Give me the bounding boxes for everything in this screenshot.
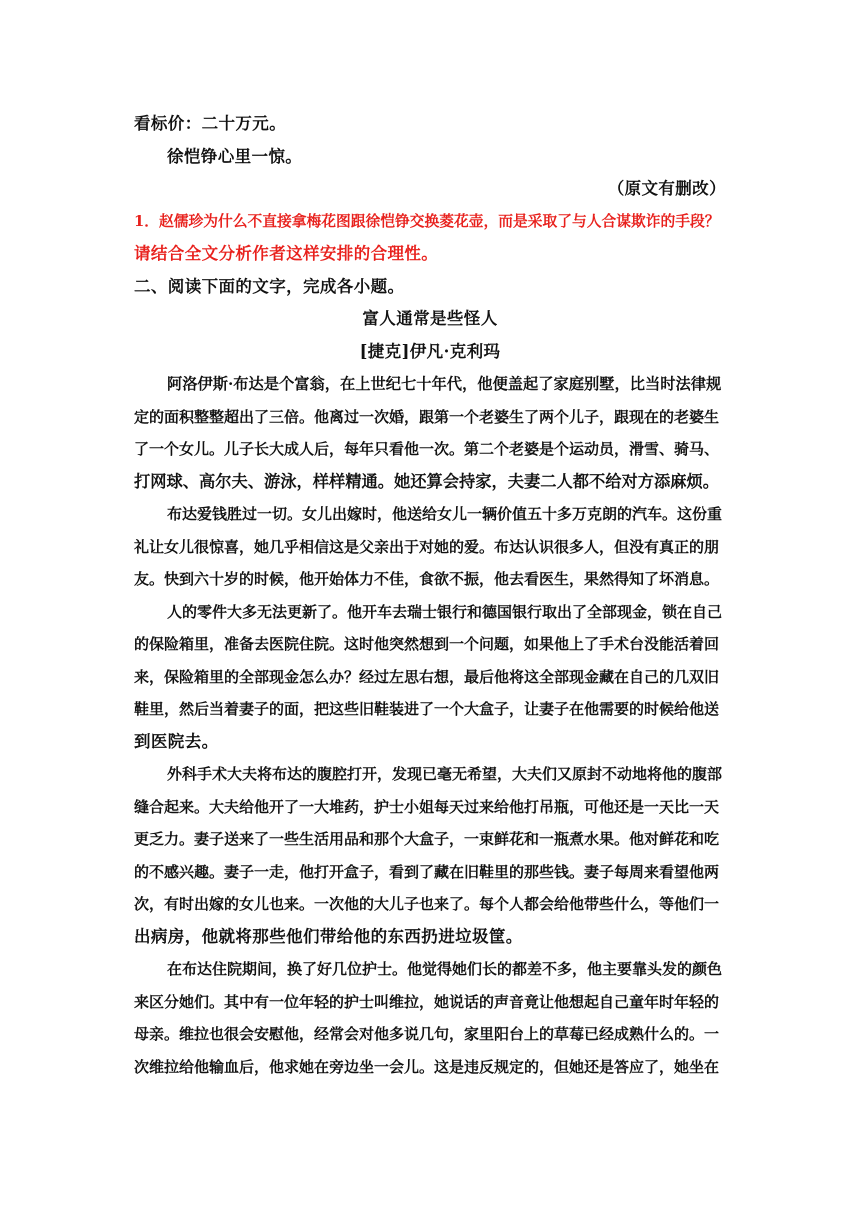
paragraph-5 xyxy=(134,953,726,1083)
paragraph-line: 定的面积整整超出了三倍。他离过一次婚，跟第一个老婆生了两个儿子，跟现在的老婆生 xyxy=(134,407,720,426)
paragraph-line: 缝合起来。大夫给他开了一大堆药，护士小姐每天过来给他打吊瓶，可他还是一天比一天 xyxy=(134,797,720,816)
paragraph-line: 友。快到六十岁的时候，他开始体力不佳，食欲不振，他去看医生，果然得知了坏消息。 xyxy=(134,570,720,588)
xu-line: 徐恺铮心里一惊。 xyxy=(167,146,303,166)
paragraph-line: 阿洛伊斯·布达是个富翁，在上世纪七十年代，他便盖起了家庭别墅，比当时法律规 xyxy=(167,375,722,393)
paragraph-1 xyxy=(134,368,726,498)
paragraph-line: 人的零件大多无法更新了。他开车去瑞士银行和德国银行取出了全部现金，锁在自己 xyxy=(167,602,723,621)
paragraph-2 xyxy=(134,498,726,596)
paragraph-line: 更乏力。妻子送来了一些生活用品和那个大盒子，一束鲜花和一瓶煮水果。他对鲜花和吃 xyxy=(134,830,720,848)
paragraph-line: 礼让女儿很惊喜，她几乎相信这是父亲出于对她的爱。布达认识很多人，但没有真正的朋 xyxy=(134,537,720,556)
article-author: [捷克]伊凡·克利玛 xyxy=(359,341,501,361)
paragraph-line: 出病房，他就将那些他们带给他的东西扔进垃圾筐。 xyxy=(134,926,523,946)
paragraph-line: 来，保险箱里的全部现金怎么办？经过左思右想，最后他将这全部现金藏在自己的几双旧 xyxy=(134,667,720,686)
price-line: 看标价：二十万元。 xyxy=(134,114,287,133)
paragraph-line: 的不感兴趣。妻子一走，他打开盒子，看到了藏在旧鞋里的那些钱。妻子每周来看望他两 xyxy=(134,862,720,881)
paragraph-line: 次维拉给他输血后，他求她在旁边坐一会儿。这是违反规定的，但她还是答应了，她坐在 xyxy=(134,1057,720,1076)
paragraph-line: 了一个女儿。儿子长大成人后，每年只看他一次。第二个老婆是个运动员，滑雪、骑马、 xyxy=(134,440,720,458)
paragraph-line: 来区分她们。其中有一位年轻的护士叫维拉，她说话的声音竟让他想起自己童年时年轻的 xyxy=(134,992,720,1011)
article-title: 富人通常是些怪人 xyxy=(362,309,498,328)
paragraph-line: 打网球、高尔夫、游泳，样样精通。她还算会持家，夫妻二人都不给对方添麻烦。 xyxy=(134,471,719,491)
paragraph-line: 的保险箱里，准备去医院住院。这时他突然想到一个问题，如果他上了手术台没能活着回 xyxy=(134,635,720,653)
paragraph-3 xyxy=(134,596,726,759)
paragraph-line: 到医院去。 xyxy=(134,731,219,751)
paragraph-line: 鞋里，然后当着妻子的面，把这些旧鞋装进了一个大盒子，让妻子在他需要的时候给他送 xyxy=(134,700,720,718)
document-page xyxy=(134,108,726,1083)
paragraph-line: 在布达住院期间，换了好几位护士。他觉得她们长的都差不多，他主要靠头发的颜色 xyxy=(167,960,723,978)
paragraph-line: 外科手术大夫将布达的腹腔打开，发现已毫无希望，大夫们又原封不动地将他的腹部 xyxy=(167,765,723,783)
paragraph-line: 母亲。维拉也很会安慰他，经常会对他多说几句，家里阳台上的草莓已经成熟什么的。一 xyxy=(134,1025,720,1043)
paragraph-line: 次，有时出嫁的女儿也来。一次他的大儿子也来了。每个人都会给他带些什么，等他们一 xyxy=(134,895,720,913)
section-heading: 二、阅读下面的文字，完成各小题。 xyxy=(134,276,405,296)
question-1-line-2: 请结合全文分析作者这样安排的合理性。 xyxy=(134,244,439,263)
paragraph-line: 布达爱钱胜过一切。女儿出嫁时，他送给女儿一辆价值五十多万克朗的汽车。这份重 xyxy=(167,505,723,523)
source-note: （原文有删改） xyxy=(607,179,726,198)
paragraph-4 xyxy=(134,758,726,953)
question-1-line-1: 1．赵儒珍为什么不直接拿梅花图跟徐恺铮交换菱花壶，而是采取了与人合谋欺诈的手段？ xyxy=(134,212,720,230)
